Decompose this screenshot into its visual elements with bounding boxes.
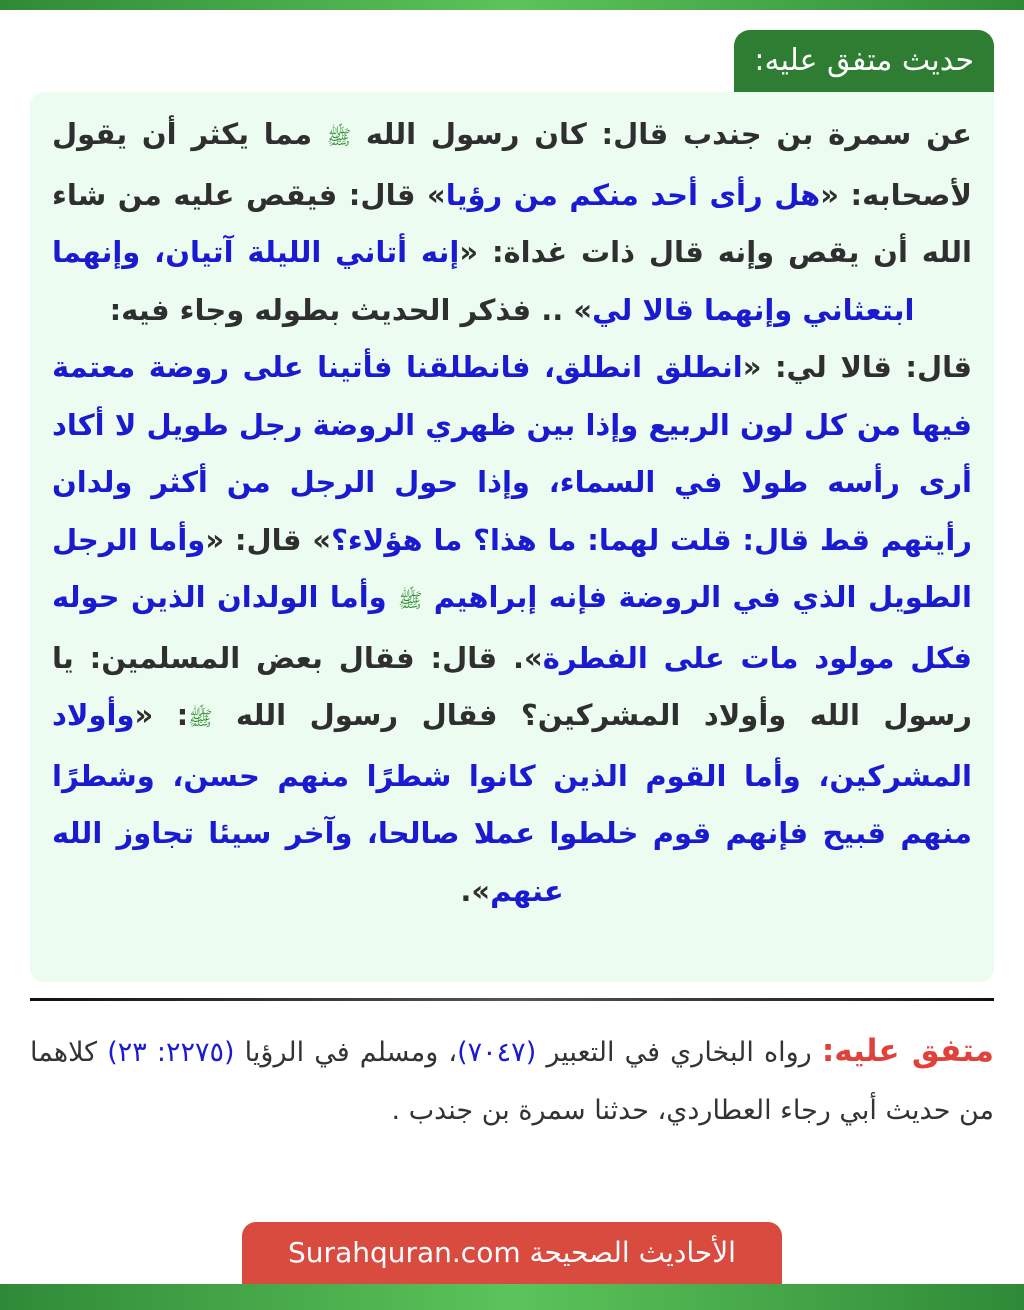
prophet-quote: وأما الرجل الطويل الذي في الروضة فإنه إبراهيم xyxy=(52,522,972,614)
prophet-quote: هل رأى أحد منكم من رؤيا xyxy=(445,177,821,212)
prophet-quote: إنه أتاني الليلة آتيان، وإنهما ابتعثاني وإنهما قالا لي xyxy=(52,235,915,327)
top-decorative-bar xyxy=(0,0,1024,10)
source-reference xyxy=(30,1022,994,1140)
reference-number: (٧٠٤٧) xyxy=(457,1037,537,1068)
source-text: رواه البخاري في التعبير xyxy=(536,1037,822,1068)
source-label: متفق عليه: xyxy=(821,1033,994,1069)
narration-text: » قال: « xyxy=(205,522,332,557)
site-badge: الأحاديث الصحيحة Surahquran.com xyxy=(242,1222,782,1284)
narration-text: مما يكثر أن يقول لأصحابه: « xyxy=(52,117,972,212)
salawat-symbol: ﷺ xyxy=(188,706,213,730)
salawat-symbol: ﷺ xyxy=(326,125,352,149)
prophet-quote: وأولاد المشركين، وأما القوم الذين كانوا شطرًا منهم حسن، وشطرًا منهم قبيح فإنهم قوم خلطوا عملا صالحا، وآخر سيئا تجاوز الله عنهم xyxy=(52,698,972,908)
narration-text: ». xyxy=(460,873,491,908)
hadith-paragraph-1 xyxy=(52,106,972,339)
prophet-quote: انطلق انطلق، فانطلقنا فأتينا على روضة معتمة فيها من كل لون الربيع وإذا بين ظهري الروضة رجل طويل لا أكاد أرى رأسه طولا في السماء، وإذا حول الرجل من أكثر ولدان رأيتهم قط قال: قلت لهما: ما هذا؟ ما هؤلاء؟ xyxy=(52,350,973,557)
narration-text: ». قال: فقال بعض المسلمين: يا رسول الله وأولاد المشركين؟ فقال رسول الله xyxy=(52,640,972,732)
hadith-text xyxy=(52,106,972,920)
narration-text: عن سمرة بن جندب قال: كان رسول الله xyxy=(351,117,972,151)
narration-text: : « xyxy=(134,698,189,732)
narration-text: » قال: فيقص عليه من شاء الله أن يقص وإنه قال ذات غداة: « xyxy=(52,177,972,269)
title-badge: حديث متفق عليه: xyxy=(734,30,994,92)
source-text: كلاهما من حديث أبي رجاء العطاردي، حدثنا سمرة بن جندب . xyxy=(30,1037,994,1126)
narration-text: » .. فذكر الحديث بطوله وجاء فيه: xyxy=(109,292,593,327)
hadith-paragraph-2 xyxy=(52,339,972,920)
salawat-symbol: ﷺ xyxy=(398,588,423,612)
source-text: ، ومسلم في الرؤيا xyxy=(234,1037,458,1068)
prophet-quote: وأما الولدان الذين حوله فكل مولود مات على الفطرة xyxy=(52,580,972,675)
reference-number: (٢٢٧٥: ٢٣) xyxy=(107,1037,235,1068)
narration-text: قال: قالا لي: « xyxy=(742,350,972,384)
bottom-decorative-bar xyxy=(0,1284,1024,1310)
divider-line xyxy=(30,998,994,1001)
hadith-box xyxy=(30,92,994,982)
